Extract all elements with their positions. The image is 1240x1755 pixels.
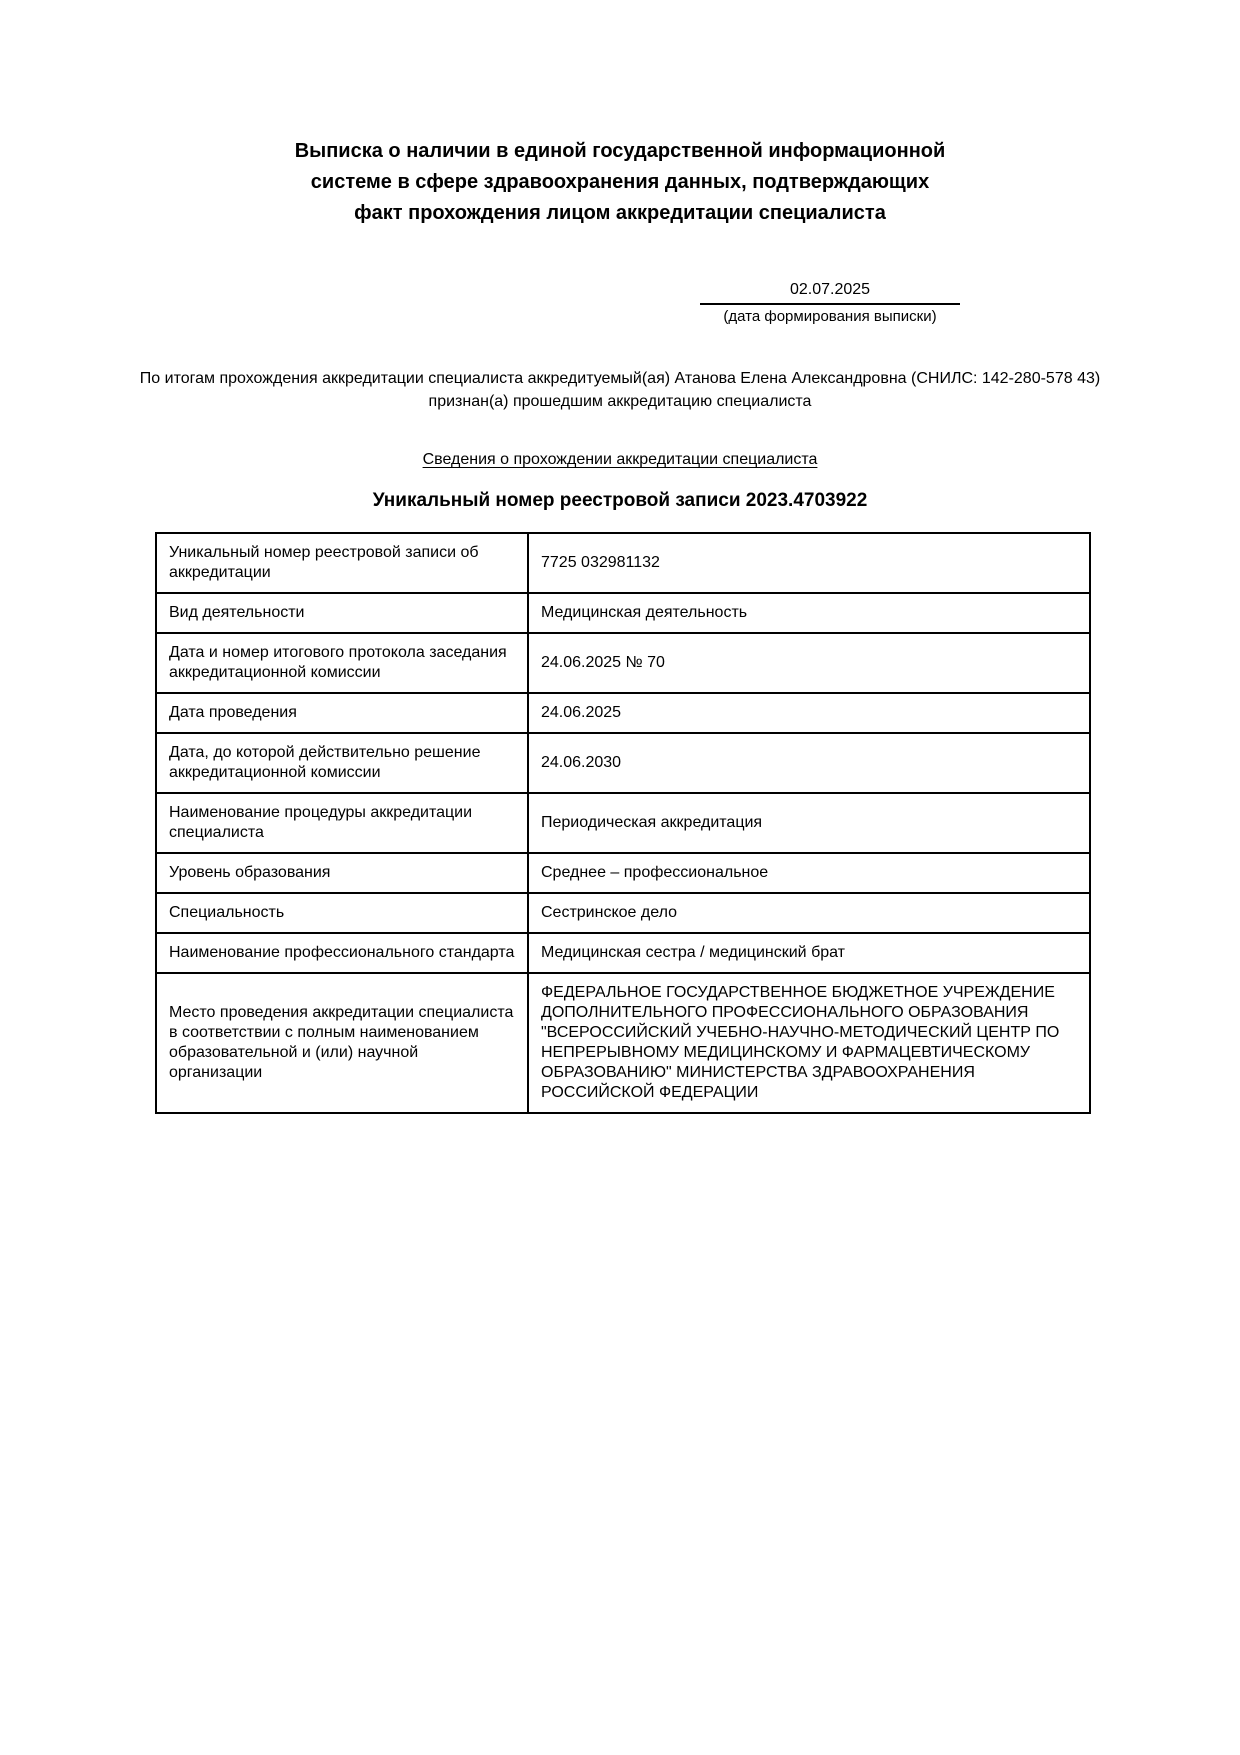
row-label: Дата, до которой действительно решение аккредитационной комиссии: [156, 733, 528, 793]
row-label: Уникальный номер реестровой записи об аккредитации: [156, 533, 528, 593]
row-label: Вид деятельности: [156, 593, 528, 633]
section-heading: Сведения о прохождении аккредитации специалиста: [422, 451, 818, 468]
row-label: Место проведения аккредитации специалиста в соответствии с полным наименованием образовательной и (или) научной организации: [156, 973, 528, 1113]
row-value: Периодическая аккредитация: [528, 793, 1090, 853]
row-value: 24.06.2025: [528, 693, 1090, 733]
table-row: [156, 733, 1090, 793]
accreditation-table-body: [156, 533, 1090, 1113]
document-title: Выписка о наличии в единой государственной информационной системе в сфере здравоохранения данных, подтверждающих факт прохождения лицом аккредитации специалиста: [294, 140, 946, 224]
table-row: [156, 593, 1090, 633]
table-row: [156, 933, 1090, 973]
table-row: [156, 893, 1090, 933]
row-value: Среднее – профессиональное: [528, 853, 1090, 893]
extract-date-block: [700, 279, 960, 327]
registry-number-heading: Уникальный номер реестровой записи 2023.4703922: [372, 490, 868, 511]
table-row: [156, 793, 1090, 853]
row-label: Наименование процедуры аккредитации специалиста: [156, 793, 528, 853]
accreditation-table: [155, 532, 1091, 1114]
table-row: [156, 533, 1090, 593]
row-value: 7725 032981132: [528, 533, 1090, 593]
intro-paragraph: По итогам прохождения аккредитации специалиста аккредитуемый(ая) Атанова Елена Александровна (СНИЛС: 142-280-578 43) признан(а) прошедшим аккредитацию специалиста: [139, 370, 1101, 410]
extract-date-caption: (дата формирования выписки): [723, 308, 937, 325]
row-label: Наименование профессионального стандарта: [156, 933, 528, 973]
row-value: Медицинская деятельность: [528, 593, 1090, 633]
table-row: [156, 973, 1090, 1113]
row-label: Специальность: [156, 893, 528, 933]
row-value: 24.06.2030: [528, 733, 1090, 793]
row-label: Дата проведения: [156, 693, 528, 733]
row-value: Сестринское дело: [528, 893, 1090, 933]
row-value: ФЕДЕРАЛЬНОЕ ГОСУДАРСТВЕННОЕ БЮДЖЕТНОЕ УЧРЕЖДЕНИЕ ДОПОЛНИТЕЛЬНОГО ПРОФЕССИОНАЛЬНОГО ОБРАЗОВАНИЯ "ВСЕРОССИЙСКИЙ УЧЕБНО-НАУЧНО-МЕТОДИЧЕСКИЙ ЦЕНТР ПО НЕПРЕРЫВНОМУ МЕДИЦИНСКОМУ И ФАРМАЦЕВТИЧЕСКОМУ ОБРАЗОВАНИЮ" МИНИСТЕРСТВА ЗДРАВООХРАНЕНИЯ РОССИЙСКОЙ ФЕДЕРАЦИИ: [528, 973, 1090, 1113]
table-row: [156, 853, 1090, 893]
extract-date: 02.07.2025: [700, 279, 960, 305]
row-label: Уровень образования: [156, 853, 528, 893]
table-row: [156, 633, 1090, 693]
table-row: [156, 693, 1090, 733]
row-value: 24.06.2025 № 70: [528, 633, 1090, 693]
row-value: Медицинская сестра / медицинский брат: [528, 933, 1090, 973]
row-label: Дата и номер итогового протокола заседания аккредитационной комиссии: [156, 633, 528, 693]
